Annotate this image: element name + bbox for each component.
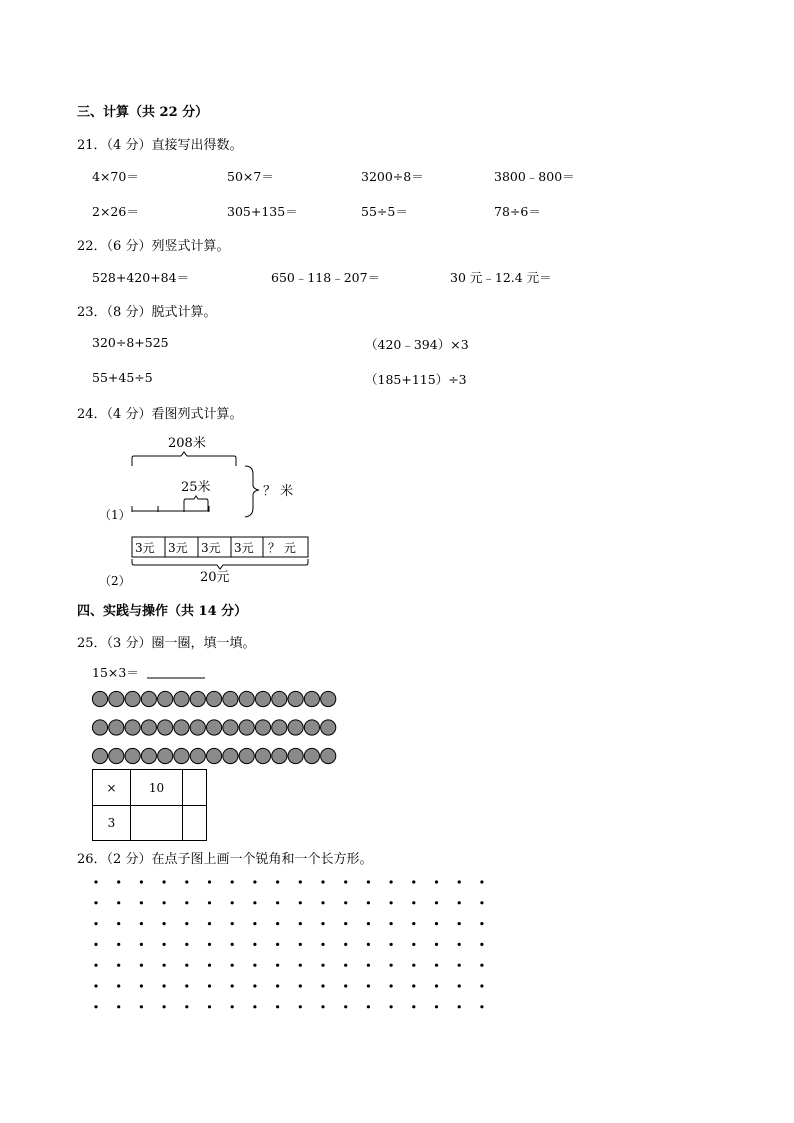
grid-dot	[321, 964, 324, 967]
grid-dot	[458, 984, 461, 987]
fig1-index: （1）	[99, 508, 131, 522]
grid-dot	[390, 984, 393, 987]
counting-circle	[239, 748, 254, 763]
counting-circle	[207, 691, 222, 706]
counting-circle	[304, 720, 319, 735]
counting-circle	[223, 748, 238, 763]
counting-circle	[207, 748, 222, 763]
counting-circle	[239, 691, 254, 706]
counting-circle	[92, 748, 107, 763]
grid-dot	[344, 880, 347, 883]
grid-dot	[435, 901, 438, 904]
grid-dot	[435, 1005, 438, 1008]
grid-dot	[458, 880, 461, 883]
grid-dot	[185, 984, 188, 987]
grid-dot	[140, 1005, 143, 1008]
grid-dot	[344, 943, 347, 946]
counting-circle	[255, 720, 270, 735]
grid-dot	[231, 943, 234, 946]
grid-dot	[163, 880, 166, 883]
grid-dot	[412, 1005, 415, 1008]
table-row-header: 3	[93, 806, 131, 841]
fig2-total-label: 20元	[200, 570, 230, 585]
grid-dot	[458, 964, 461, 967]
table-blank	[183, 806, 207, 841]
grid-dot	[253, 1005, 256, 1008]
counting-circle	[141, 748, 156, 763]
grid-dot	[344, 964, 347, 967]
q23-label: 23．（8 分）脱式计算。	[77, 305, 217, 320]
grid-dot	[185, 922, 188, 925]
fig2-cell: ？ 元	[268, 541, 296, 555]
grid-dot	[231, 984, 234, 987]
counting-circle	[141, 691, 156, 706]
q22-label: 22．（6 分）列竖式计算。	[77, 239, 230, 254]
counting-circle	[321, 720, 336, 735]
counting-circle	[288, 720, 303, 735]
grid-dot	[390, 964, 393, 967]
grid-dot	[367, 943, 370, 946]
q23-item: （420﹣394）×3	[365, 337, 469, 352]
grid-dot	[94, 880, 97, 883]
counting-circle	[288, 691, 303, 706]
counting-circle	[109, 748, 124, 763]
fig2-index: （2）	[99, 574, 131, 588]
grid-dot	[94, 1005, 97, 1008]
fig1-right-label: ？ 米	[263, 484, 294, 499]
grid-dot	[458, 1005, 461, 1008]
grid-dot	[299, 984, 302, 987]
grid-dot	[185, 880, 188, 883]
fig2-cell: 3元	[168, 541, 188, 555]
counting-circle	[255, 691, 270, 706]
q21-item: 3800﹣800＝	[494, 169, 575, 184]
grid-dot	[163, 901, 166, 904]
grid-dot	[185, 964, 188, 967]
grid-dot	[458, 901, 461, 904]
q22-item: 650﹣118﹣207＝	[271, 270, 381, 285]
grid-dot	[435, 964, 438, 967]
grid-dot	[185, 901, 188, 904]
counting-circle	[190, 691, 205, 706]
section-4-title: 四、实践与操作（共 14 分）	[77, 604, 248, 619]
grid-dot	[276, 943, 279, 946]
counting-circle	[109, 691, 124, 706]
fig1-mid-brace	[184, 496, 208, 511]
fig2-bottom-brace	[132, 559, 308, 569]
q21-item: 50×7＝	[227, 169, 274, 184]
grid-dot	[163, 943, 166, 946]
counting-circle	[304, 691, 319, 706]
counting-circle	[190, 720, 205, 735]
q26-dot-grid	[94, 880, 483, 1008]
grid-dot	[140, 943, 143, 946]
grid-dot	[276, 1005, 279, 1008]
q23-item: （185+115）÷3	[365, 372, 467, 387]
grid-dot	[412, 943, 415, 946]
counting-circle	[158, 691, 173, 706]
q23-item: 320÷8+525	[92, 335, 169, 350]
grid-dot	[276, 984, 279, 987]
grid-dot	[344, 901, 347, 904]
grid-dot	[208, 943, 211, 946]
counting-circle	[321, 691, 336, 706]
counting-circle	[141, 720, 156, 735]
grid-dot	[299, 922, 302, 925]
counting-circle	[223, 720, 238, 735]
counting-circle	[288, 748, 303, 763]
counting-circle	[174, 691, 189, 706]
counting-circle	[223, 691, 238, 706]
q21-item: 305+135＝	[227, 204, 298, 219]
grid-dot	[458, 943, 461, 946]
grid-dot	[390, 1005, 393, 1008]
grid-dot	[367, 901, 370, 904]
counting-circle	[190, 748, 205, 763]
grid-dot	[94, 964, 97, 967]
grid-dot	[435, 880, 438, 883]
grid-dot	[480, 964, 483, 967]
counting-circle	[304, 748, 319, 763]
counting-circle	[272, 720, 287, 735]
grid-dot	[231, 901, 234, 904]
grid-dot	[117, 1005, 120, 1008]
grid-dot	[276, 880, 279, 883]
grid-dot	[276, 964, 279, 967]
grid-dot	[367, 880, 370, 883]
grid-dot	[435, 922, 438, 925]
counting-circle	[92, 691, 107, 706]
grid-dot	[276, 901, 279, 904]
grid-dot	[412, 984, 415, 987]
table-blank	[183, 770, 207, 806]
grid-dot	[480, 901, 483, 904]
grid-dot	[253, 922, 256, 925]
table-corner: ×	[93, 770, 131, 806]
grid-dot	[412, 880, 415, 883]
fig1-mid-label: 25米	[181, 480, 211, 495]
counting-circle	[174, 748, 189, 763]
grid-dot	[299, 901, 302, 904]
grid-dot	[458, 922, 461, 925]
grid-dot	[299, 880, 302, 883]
counting-circle	[109, 720, 124, 735]
fig1-top-brace	[132, 452, 236, 466]
grid-dot	[480, 1005, 483, 1008]
grid-dot	[344, 984, 347, 987]
counting-circle	[92, 720, 107, 735]
grid-dot	[117, 901, 120, 904]
grid-dot	[231, 1005, 234, 1008]
counting-circle	[239, 720, 254, 735]
grid-dot	[94, 984, 97, 987]
grid-dot	[299, 1005, 302, 1008]
grid-dot	[163, 922, 166, 925]
counting-circle	[255, 748, 270, 763]
grid-dot	[94, 943, 97, 946]
grid-dot	[390, 901, 393, 904]
grid-dot	[140, 922, 143, 925]
grid-dot	[412, 901, 415, 904]
grid-dot	[299, 964, 302, 967]
q22-item: 528+420+84＝	[92, 270, 190, 285]
q25-equation: 15×3＝	[92, 665, 139, 680]
grid-dot	[208, 880, 211, 883]
grid-dot	[390, 922, 393, 925]
grid-dot	[480, 943, 483, 946]
section-3-title: 三、计算（共 22 分）	[77, 105, 209, 120]
counting-circle	[125, 691, 140, 706]
grid-dot	[321, 1005, 324, 1008]
fig1-top-label: 208米	[168, 436, 206, 451]
grid-dot	[163, 984, 166, 987]
counting-circle	[272, 691, 287, 706]
grid-dot	[412, 964, 415, 967]
grid-dot	[321, 922, 324, 925]
counting-circle	[125, 720, 140, 735]
grid-dot	[163, 1005, 166, 1008]
grid-dot	[185, 943, 188, 946]
grid-dot	[253, 984, 256, 987]
grid-dot	[367, 1005, 370, 1008]
grid-dot	[140, 880, 143, 883]
grid-dot	[231, 964, 234, 967]
fig2-cell: 3元	[135, 541, 155, 555]
grid-dot	[117, 880, 120, 883]
q21-item: 4×70＝	[92, 169, 139, 184]
q22-item: 30 元﹣12.4 元＝	[450, 270, 552, 285]
q25-multiplication-table	[92, 769, 207, 841]
counting-circle	[158, 748, 173, 763]
q23-item: 55+45÷5	[92, 370, 153, 385]
grid-dot	[299, 943, 302, 946]
grid-dot	[185, 1005, 188, 1008]
q21-item: 55÷5＝	[361, 204, 408, 219]
counting-circle	[158, 720, 173, 735]
fig2-cell: 3元	[201, 541, 221, 555]
counting-circle	[207, 720, 222, 735]
grid-dot	[390, 943, 393, 946]
grid-dot	[344, 922, 347, 925]
grid-dot	[480, 984, 483, 987]
grid-dot	[94, 922, 97, 925]
grid-dot	[480, 922, 483, 925]
grid-dot	[321, 943, 324, 946]
grid-dot	[253, 964, 256, 967]
grid-dot	[253, 880, 256, 883]
grid-dot	[117, 943, 120, 946]
grid-dot	[367, 922, 370, 925]
grid-dot	[390, 880, 393, 883]
grid-dot	[208, 964, 211, 967]
q21-item: 2×26＝	[92, 204, 139, 219]
grid-dot	[480, 880, 483, 883]
grid-dot	[435, 984, 438, 987]
q21-item: 78÷6＝	[494, 204, 541, 219]
grid-dot	[117, 922, 120, 925]
table-col-header: 10	[131, 770, 183, 806]
q25-circle-rows	[92, 691, 335, 763]
grid-dot	[367, 984, 370, 987]
q21-item: 3200÷8＝	[361, 169, 424, 184]
grid-dot	[94, 901, 97, 904]
counting-circle	[321, 748, 336, 763]
grid-dot	[117, 964, 120, 967]
grid-dot	[321, 984, 324, 987]
grid-dot	[276, 922, 279, 925]
grid-dot	[208, 984, 211, 987]
counting-circle	[125, 748, 140, 763]
grid-dot	[344, 1005, 347, 1008]
grid-dot	[208, 901, 211, 904]
grid-dot	[140, 964, 143, 967]
grid-dot	[231, 880, 234, 883]
grid-dot	[321, 901, 324, 904]
grid-dot	[231, 922, 234, 925]
grid-dot	[253, 943, 256, 946]
q26-label: 26．（2 分）在点子图上画一个锐角和一个长方形。	[77, 852, 373, 867]
table-answer-cell[interactable]	[131, 806, 183, 841]
q24-label: 24．（4 分）看图列式计算。	[77, 407, 243, 422]
grid-dot	[117, 984, 120, 987]
grid-dot	[140, 901, 143, 904]
counting-circle	[174, 720, 189, 735]
grid-dot	[140, 984, 143, 987]
q21-label: 21．（4 分）直接写出得数。	[77, 138, 243, 153]
grid-dot	[435, 943, 438, 946]
grid-dot	[367, 964, 370, 967]
grid-dot	[321, 880, 324, 883]
grid-dot	[253, 901, 256, 904]
grid-dot	[208, 1005, 211, 1008]
fig2-cell: 3元	[234, 541, 254, 555]
grid-dot	[412, 922, 415, 925]
grid-dot	[208, 922, 211, 925]
counting-circle	[272, 748, 287, 763]
fig1-right-brace	[245, 466, 259, 517]
q25-label: 25．（3 分）圈一圈，填一填。	[77, 636, 256, 651]
grid-dot	[163, 964, 166, 967]
